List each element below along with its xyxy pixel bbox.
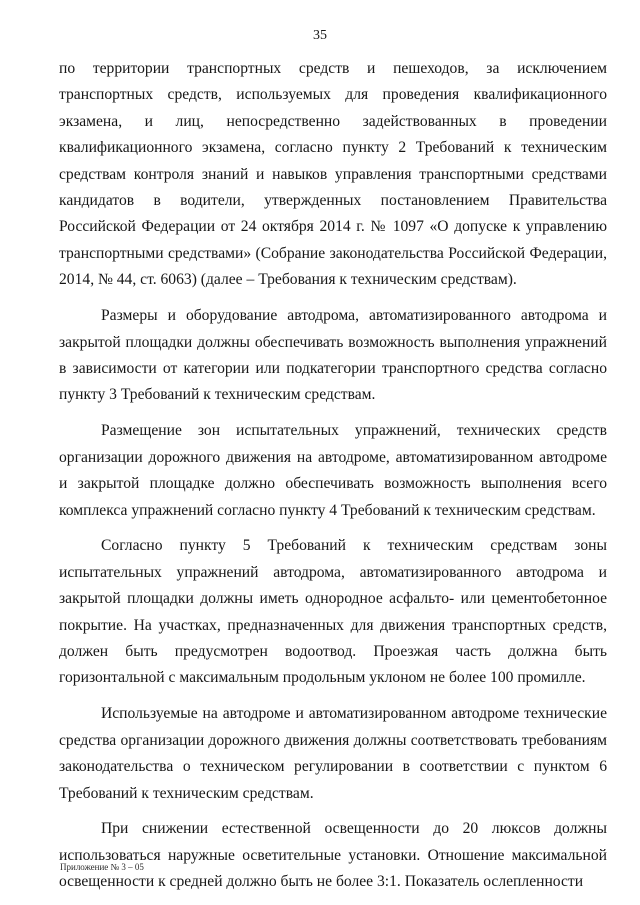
paragraph-zone-placement: Размещение зон испытательных упражнений, технических средств организации дорожного движения на автодроме, автоматизированном автодроме и закрытой площадке должно обеспечивать возможность выполнения всего комплекса упражнений согласно пункту 4 Требований к техническим средствам. [59, 422, 607, 519]
footer-annex-label: Приложение № 3 – 05 [60, 862, 144, 872]
page-number: 35 [313, 28, 327, 43]
paragraph-surface-requirements: Согласно пункту 5 Требований к техническим средствам зоны испытательных упражнений автодрома, автоматизированного автодрома и закрытой площадки должны иметь однородное асфальто- или цементобетонное покрытие. На участках, предназначенных для движения транспортных средств, должен быть предусмотрен водоотвод. Проезжая часть должна быть горизонтальной с максимальным продольным уклоном не более 100 промилле. [59, 537, 607, 687]
paragraph-autodrome-dimensions: Размеры и оборудование автодрома, автоматизированного автодрома и закрытой площадки должны обеспечивать возможность выполнения упражнений в зависимости от категории или подкатегории транспортного средства согласно пункту 3 Требований к техническим средствам. [59, 307, 607, 404]
document-body [59, 56, 607, 896]
paragraph-continuation: по территории транспортных средств и пешеходов, за исключением транспортных средств, используемых для проведения квалификационного экзамена, и лиц, непосредственно задействованных в проведении квалификационного экзамена, согласно пункту 2 Требований к техническим средствам контроля знаний и навыков управления транспортными средствами кандидатов в водители, утвержденных постановлением Правительства Российской Федерации от 24 октября 2014 г. № 1097 «О допуске к управлению транспортными средствами» (Собрание законодательства Российской Федерации, 2014, № 44, ст. 6063) (далее – Требования к техническим средствам). [59, 60, 607, 289]
paragraph-traffic-control-means: Используемые на автодроме и автоматизированном автодроме технические средства организации дорожного движения должны соответствовать требованиям законодательства о техническом регулировании в соответствии с пунктом 6 Требований к техническим средствам. [59, 705, 607, 802]
paragraph-lighting: При снижении естественной освещенности до 20 люксов должны использоваться наружные осветительные установки. Отношение максимальной освещенности к средней должно быть не более 3:1. Показатель ослепленности [59, 820, 607, 891]
